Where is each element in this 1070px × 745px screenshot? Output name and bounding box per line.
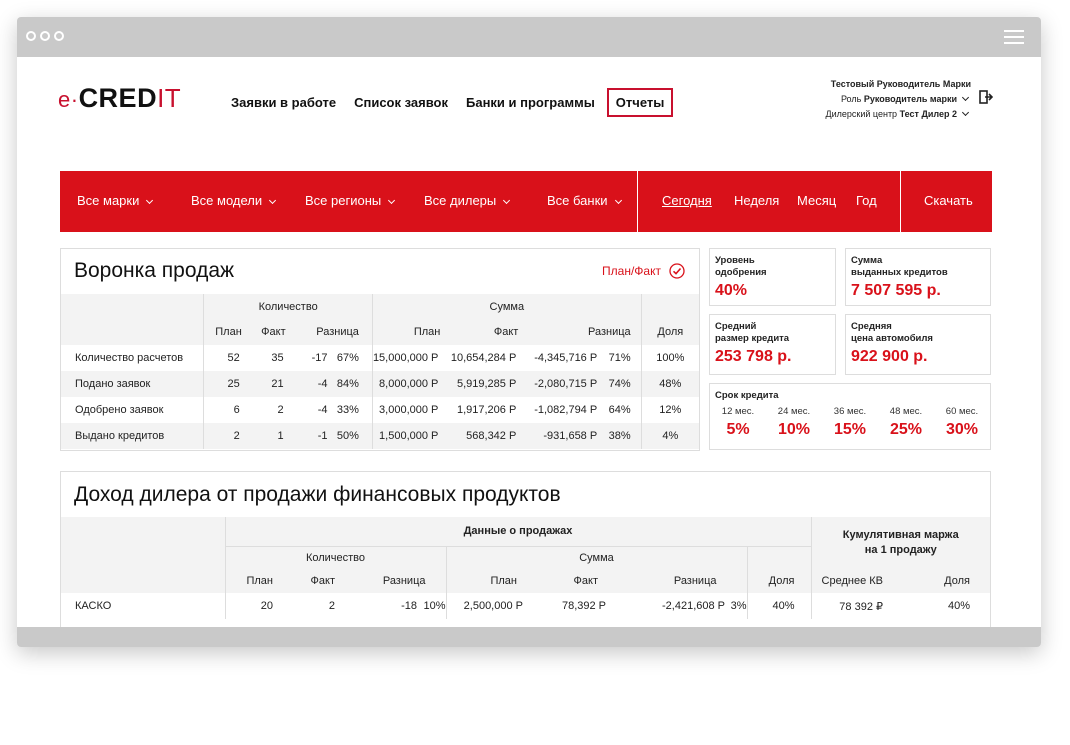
q-fact-cell: 2 [277,404,284,416]
col-header: План [446,569,525,593]
term-months: 36 мес. [833,406,867,417]
role-label: Роль [840,94,862,104]
col-header: Разница [612,569,747,593]
sales-funnel-panel [60,248,700,451]
q-diff-cell: -1 [286,423,330,449]
nav-applications-list[interactable]: Список заявок [354,95,448,110]
s-fact-cell: 5,919,285 Р [440,371,518,397]
q-fact-cell: 2 [328,600,335,612]
q-plan-cell: 2 [204,423,242,449]
col-header: Доля [747,569,811,593]
hamburger-menu-icon[interactable] [1004,30,1024,44]
filter-divider [637,171,638,232]
window-dot-icon[interactable] [40,31,50,41]
s-pct-cell: 38% [599,423,641,449]
page-viewport [17,57,1041,627]
avg-credit-card [709,314,836,375]
q-plan-cell: 52 [204,345,242,371]
period-year[interactable]: Год [856,193,877,208]
q-pct-cell: 33% [336,404,359,416]
funnel-row [61,371,699,397]
s-pct-cell: 71% [608,352,631,364]
col-header: Доля [641,319,699,345]
q-plan-cell: 20 [225,593,281,619]
filter-brands[interactable] [77,193,152,208]
q-fact-cell: 35 [271,352,284,364]
filter-label: Все марки [77,193,140,208]
margin-share-cell: 40% [947,600,970,612]
funnel-table [61,294,699,449]
col-header: Разница [286,319,373,345]
s-fact-cell: 1,917,206 Р [456,404,517,416]
card-value: 40% [715,282,748,299]
funnel-row-label: Одобрено заявок [75,404,164,416]
browser-window [17,17,1041,647]
check-circle-icon [669,263,685,279]
s-pct-cell: 3% [730,600,747,612]
role-select[interactable] [826,92,971,107]
chevron-down-icon [146,197,153,204]
s-plan-cell: 15,000,000 Р [372,345,440,371]
card-label: Средний [715,321,757,332]
term-months: 48 мес. [889,406,923,417]
approval-rate-card [709,248,836,306]
share-cell: 40% [747,593,811,619]
card-value: 922 900 р. [851,348,928,365]
income-table [61,517,990,619]
s-plan-cell: 3,000,000 Р [372,397,440,423]
s-plan-cell: 2,500,000 Р [446,593,525,619]
plan-fact-label: План/Факт [602,264,661,278]
term-item [878,406,934,439]
plan-fact-toggle[interactable] [602,263,685,279]
funnel-row-label: Подано заявок [61,371,204,397]
col-header: Факт [440,319,518,345]
col-header: Доля [897,569,990,593]
chevron-down-icon [503,197,510,204]
q-diff-cell: -4 [286,371,330,397]
card-label: выданных кредитов [851,267,948,278]
role-value: Руководитель марки [863,94,957,104]
user-info [826,77,971,122]
q-fact-cell: 21 [242,371,286,397]
qty-group-header: Количество [225,546,446,569]
filter-label: Все банки [547,193,608,208]
window-titlebar [17,17,1041,57]
dealer-value: Тест Дилер 2 [899,109,957,119]
term-percent: 15% [833,421,867,438]
empty-header [641,294,699,319]
sum-group-header: Сумма [446,546,747,569]
card-label: Средняя [851,321,892,332]
card-label: размер кредита [715,333,790,344]
income-row-label: КАСКО [75,600,112,612]
card-label: одобрения [715,267,767,278]
funnel-row [61,345,699,371]
income-title: Доход дилера от продажи финансовых продуктов [74,483,561,506]
col-header: План [204,319,242,345]
filter-regions[interactable] [305,193,394,208]
window-dot-icon[interactable] [54,31,64,41]
card-label: Срок кредита [715,390,779,401]
filter-banks[interactable] [547,193,621,208]
share-cell: 4% [641,423,699,449]
qty-group-header: Количество [204,294,373,319]
sum-group-header: Сумма [372,294,641,319]
share-cell: 48% [641,371,699,397]
funnel-title: Воронка продаж [74,259,235,282]
period-week[interactable]: Неделя [734,193,780,208]
window-bottombar [17,627,1041,647]
filter-label: Все модели [191,193,263,208]
logout-icon[interactable] [979,90,993,104]
s-plan-cell: 1,500,000 Р [372,423,440,449]
margin-group-header [811,517,990,569]
nav-banks-programs[interactable]: Банки и программы [466,95,595,110]
share-cell: 100% [641,345,699,371]
term-months: 60 мес. [945,406,979,417]
s-fact-cell: 10,654,284 Р [450,352,517,364]
chevron-down-icon [388,197,395,204]
term-item [822,406,878,439]
term-item [766,406,822,439]
download-button[interactable]: Скачать [924,193,973,208]
term-percent: 10% [777,421,811,438]
term-list [710,406,990,439]
col-header: Факт [525,569,612,593]
q-plan-cell: 25 [204,371,242,397]
card-value: 253 798 р. [715,348,792,365]
s-fact-cell: 568,342 Р [440,423,518,449]
filter-dealers[interactable] [424,193,509,208]
window-dot-icon[interactable] [26,31,36,41]
q-pct-cell: 10% [423,600,446,612]
col-header: План [372,319,440,345]
term-item [934,406,990,439]
margin-header-line: на 1 продажу [864,544,937,556]
q-fact-cell: 1 [242,423,286,449]
card-value: 7 507 595 р. [851,282,941,299]
chevron-down-icon [962,109,969,116]
credit-term-card [709,383,991,450]
q-diff-cell: -4 [317,404,328,416]
window-controls [26,31,64,41]
period-month[interactable]: Месяц [797,193,837,208]
q-plan-cell: 6 [204,397,242,423]
corner-cell [61,517,225,593]
term-item [710,406,766,439]
q-pct-cell: 67% [336,352,359,364]
logo-end: IT [157,83,182,113]
nav-reports[interactable]: Отчеты [607,88,674,117]
term-percent: 5% [726,421,750,438]
term-percent: 25% [889,421,923,438]
filter-label: Все дилеры [424,193,497,208]
s-diff-cell: -4,345,716 Р [534,352,598,364]
logo-prefix: e· [58,87,79,112]
s-pct-cell: 74% [599,371,641,397]
funnel-row-label: Выдано кредитов [61,423,204,449]
ecredit-logo[interactable] [58,83,181,114]
funnel-row-label: Количество расчетов [75,352,184,364]
filter-divider [900,171,901,232]
chevron-down-icon [269,197,276,204]
s-pct-cell: 64% [608,404,631,416]
issued-sum-card [845,248,991,306]
term-months: 12 мес. [721,406,755,417]
period-today[interactable]: Сегодня [662,193,712,208]
term-months: 24 мес. [777,406,811,417]
share-cell: 12% [641,397,699,423]
col-header: Разница [341,569,446,593]
dealer-income-panel [60,471,991,627]
col-header: Факт [242,319,286,345]
funnel-row [61,423,699,449]
sales-group-header: Данные о продажах [225,517,811,546]
card-label: цена автомобиля [851,333,933,344]
dealer-select[interactable] [826,107,971,122]
col-header: План [225,569,281,593]
q-pct-cell: 84% [329,371,372,397]
dealer-label: Дилерский центр [825,109,898,119]
avg-kv-cell: 78 392 ₽ [811,593,897,619]
chevron-down-icon [614,197,621,204]
user-name: Тестовый Руководитель Марки [830,79,971,89]
income-row [61,593,990,619]
funnel-row [61,397,699,423]
filter-label: Все регионы [305,193,382,208]
chevron-down-icon [962,94,969,101]
filter-models[interactable] [191,193,275,208]
s-plan-cell: 8,000,000 Р [372,371,440,397]
term-percent: 30% [945,421,979,438]
corner-cell [61,294,204,345]
empty-header [747,546,811,569]
nav-in-work[interactable]: Заявки в работе [231,95,337,110]
s-fact-cell: 78,392 Р [561,600,606,612]
s-diff-cell: -2,080,715 Р [518,371,599,397]
col-header: Среднее КВ [811,569,897,593]
margin-header-line: Кумулятивная маржа [842,529,959,541]
main-nav [231,88,691,117]
card-label: Сумма [851,255,883,266]
q-diff-cell: -18 [401,600,417,612]
col-header: Разница [518,319,641,345]
q-pct-cell: 50% [329,423,372,449]
q-diff-cell: -17 [311,352,328,364]
s-diff-cell: -2,421,608 Р [662,600,725,612]
filter-bar [60,171,992,232]
s-diff-cell: -931,658 Р [518,423,599,449]
card-label: Уровень [715,255,755,266]
s-diff-cell: -1,082,794 Р [534,404,598,416]
logo-main: CRED [78,83,158,113]
col-header: Факт [281,569,341,593]
avg-car-price-card [845,314,991,375]
